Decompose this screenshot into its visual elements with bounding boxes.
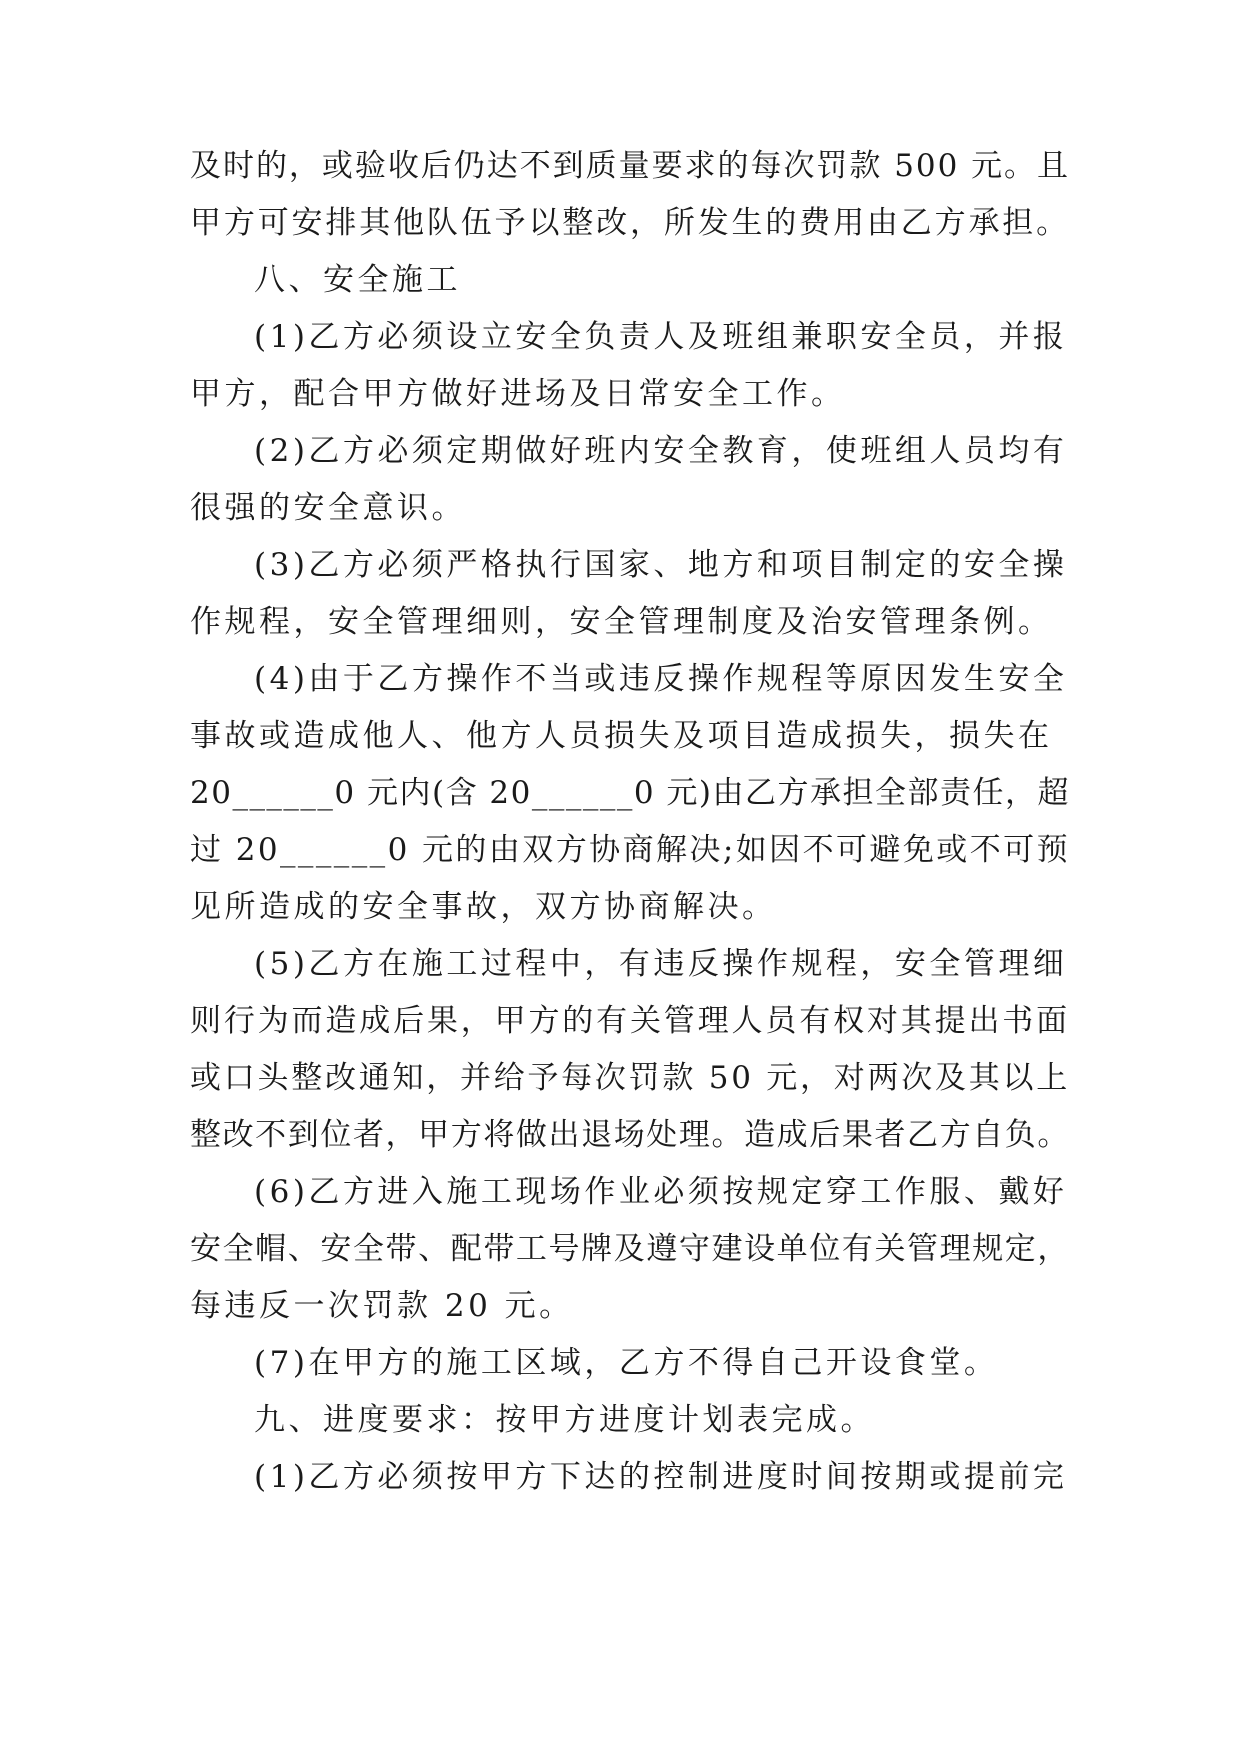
text-line: (1)乙方必须设立安全负责人及班组兼职安全员，并报 (254, 319, 1068, 355)
text-line: (4)由于乙方操作不当或违反操作规程等原因发生安全 (254, 661, 1068, 697)
text-line: (7)在甲方的施工区域，乙方不得自己开设食堂。 (254, 1345, 999, 1381)
text-line: (5)乙方在施工过程中，有违反操作规程，安全管理细 (254, 946, 1068, 982)
text-line: 很强的安全意识。 (190, 490, 466, 526)
text-line: 甲方，配合甲方做好进场及日常安全工作。 (190, 376, 846, 412)
text-line: 20______0 元内(含 20______0 元)由乙方承担全部责任，超 (190, 775, 1070, 811)
text-line: (2)乙方必须定期做好班内安全教育，使班组人员均有 (254, 433, 1068, 469)
text-line: 事故或造成他人、他方人员损失及项目造成损失，损失在 (190, 718, 1053, 754)
text-line: 或口头整改通知，并给予每次罚款 50 元，对两次及其以上 (190, 1060, 1070, 1096)
text-line: 每违反一次罚款 20 元。 (190, 1288, 574, 1324)
text-line: 安全帽、安全带、配带工号牌及遵守建设单位有关管理规定， (190, 1231, 1070, 1267)
text-line: 则行为而造成后果，甲方的有关管理人员有权对其提出书面 (190, 1003, 1070, 1039)
text-line: (6)乙方进入施工现场作业必须按规定穿工作服、戴好 (254, 1174, 1068, 1210)
text-line: 整改不到位者，甲方将做出退场处理。造成后果者乙方自负。 (190, 1117, 1070, 1153)
text-line: (1)乙方必须按甲方下达的控制进度时间按期或提前完 (254, 1459, 1068, 1495)
text-line: 及时的，或验收后仍达不到质量要求的每次罚款 500 元。且 (190, 148, 1070, 184)
text-line: 甲方可安排其他队伍予以整改，所发生的费用由乙方承担。 (190, 205, 1070, 241)
text-line: 作规程，安全管理细则，安全管理制度及治安管理条例。 (190, 604, 1053, 640)
section-heading: 九、进度要求：按甲方进度计划表完成。 (254, 1402, 875, 1438)
text-line: 过 20______0 元的由双方协商解决;如因不可避免或不可预 (190, 832, 1070, 868)
section-heading: 八、安全施工 (254, 262, 461, 298)
text-line: (3)乙方必须严格执行国家、地方和项目制定的安全操 (254, 547, 1068, 583)
text-line: 见所造成的安全事故，双方协商解决。 (190, 889, 777, 925)
